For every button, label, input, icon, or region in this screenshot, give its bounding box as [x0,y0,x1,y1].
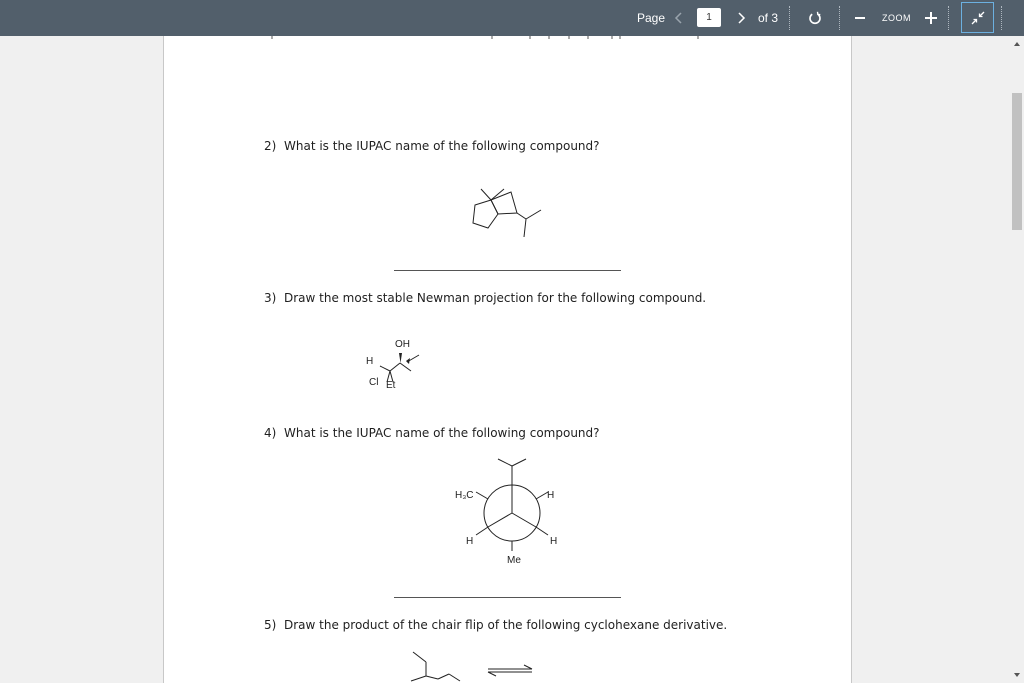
rotate-icon [808,11,822,25]
h-top-right-label: H [547,490,555,501]
viewer-toolbar [0,0,1024,36]
cyclohexane-chair-structure [404,648,544,683]
question-text: What is the IUPAC name of the following compound? [284,426,600,440]
h-bottom-left-label: H [466,536,474,547]
question-number: 3) [264,291,277,305]
plus-icon [925,12,937,24]
zoom-label: ZOOM [882,13,911,23]
question-3 [264,291,706,305]
question-text: Draw the most stable Newman projection for the following compound. [284,291,707,305]
question-number: 4) [264,426,277,440]
question-text: What is the IUPAC name of the following compound? [284,139,600,153]
minus-icon [855,13,865,23]
answer-line [394,270,621,271]
rotate-button[interactable] [806,0,824,36]
page-label: Page [637,11,666,25]
h-bottom-right-label: H [550,536,558,547]
oh-label: OH [395,339,410,350]
bicyclic-compound-structure [464,182,584,252]
answer-line [394,597,621,598]
toolbar-divider [789,6,790,30]
question-4 [264,426,600,440]
toolbar-divider [948,6,949,30]
toolbar-divider [1001,6,1002,30]
question-text: Draw the product of the chair flip of the following cyclohexane derivative. [284,618,728,632]
next-page-button[interactable] [734,0,748,36]
exit-fullscreen-button[interactable] [961,2,994,33]
question-5 [264,618,727,632]
scrollbar-thumb[interactable] [1012,93,1022,230]
toolbar-divider [839,6,840,30]
previous-question-remnant [164,36,851,42]
chevron-right-icon [737,12,745,24]
scroll-up-arrow-icon[interactable] [1010,39,1024,49]
me-label: Me [507,555,521,566]
h3c-label: H₃C [455,490,474,501]
question-2 [264,139,600,153]
et-label: Et [386,380,396,391]
zoom-in-button[interactable] [924,0,938,36]
collapse-icon [971,11,985,25]
h-label: H [366,356,374,367]
previous-page-button[interactable] [672,0,686,36]
scroll-down-arrow-icon[interactable] [1010,670,1024,680]
question-number: 5) [264,618,277,632]
zoom-out-button[interactable] [853,0,867,36]
question-number: 2) [264,139,277,153]
chevron-left-icon [675,12,683,24]
newman-projection [454,454,574,564]
page-count: of 3 [758,11,779,25]
page-number-input[interactable]: 1 [697,8,721,27]
stereo-compound-structure [369,343,449,393]
document-viewer [0,36,1024,683]
cl-label: Cl [369,377,379,388]
pdf-page [163,36,852,683]
